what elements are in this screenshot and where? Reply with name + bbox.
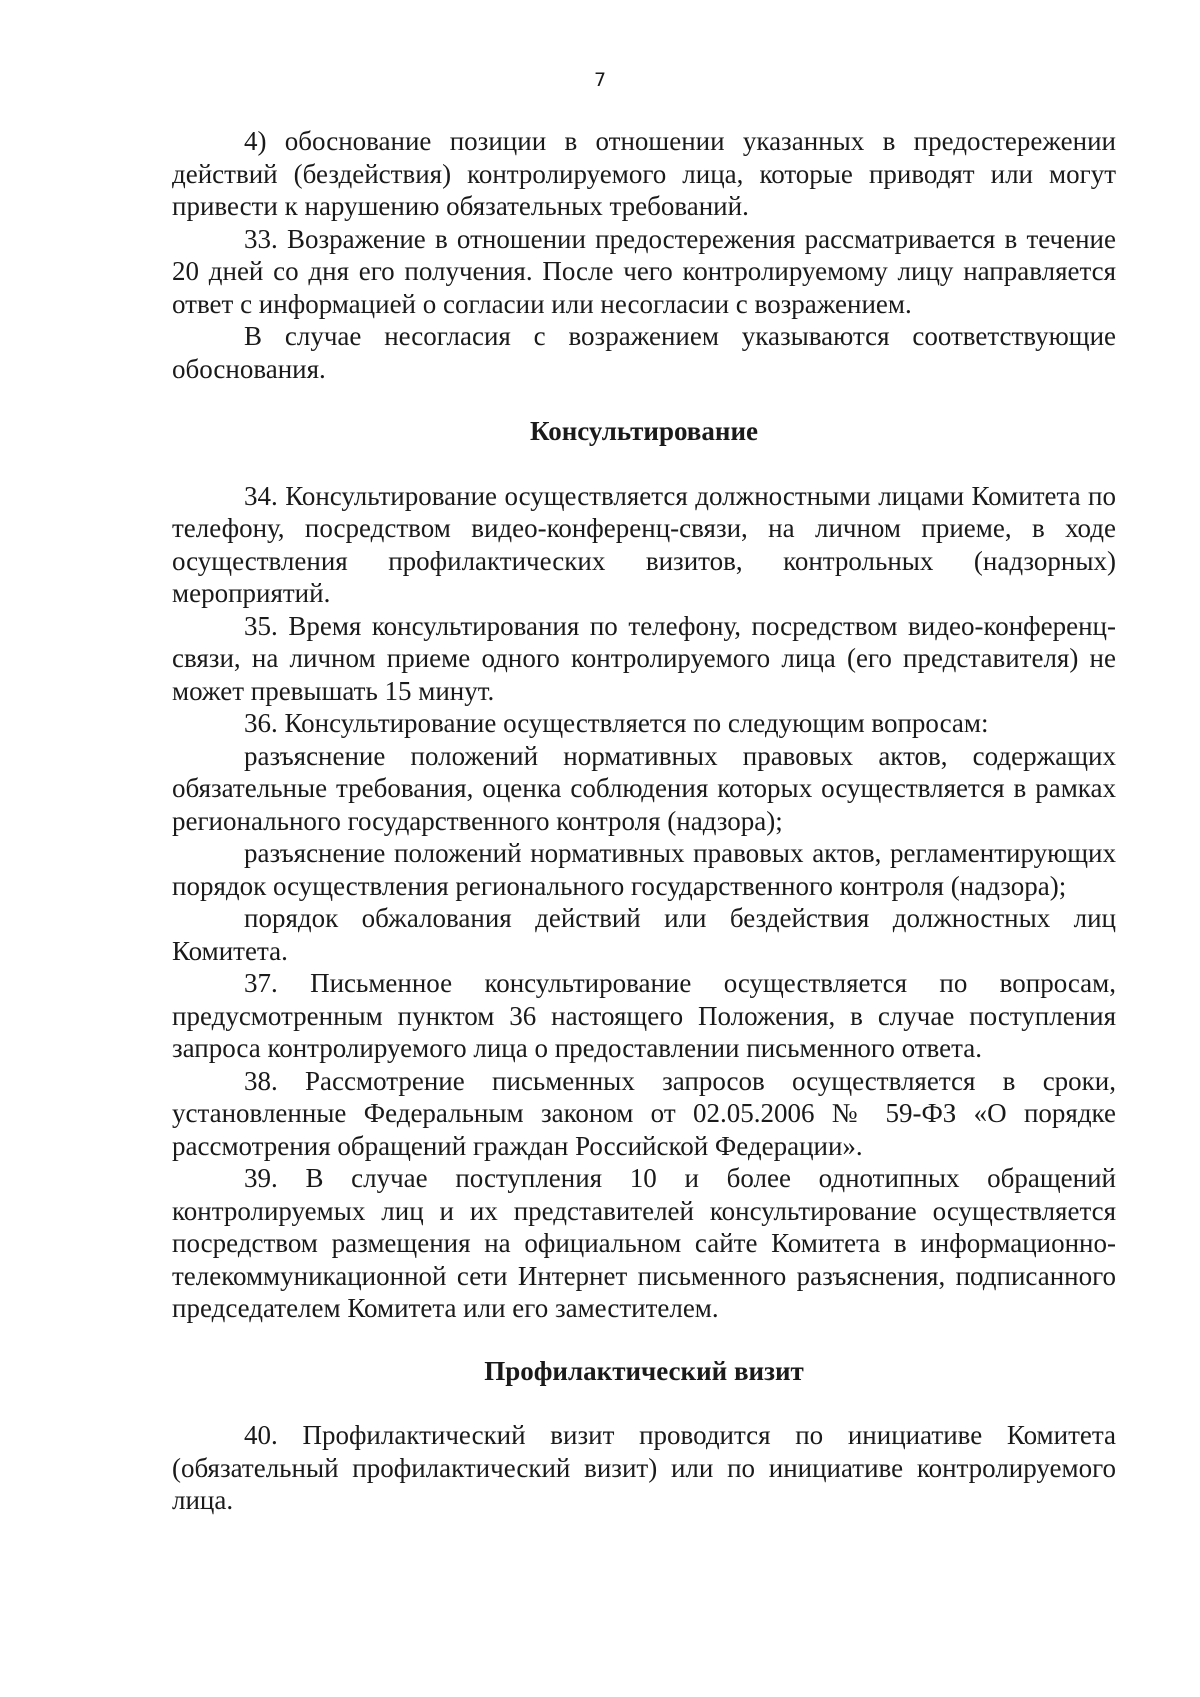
paragraph-36-item-1: разъяснение положений нормативных правовых актов, содержащих обязательные требования, оценка соблюдения которых осуществляется в рамках регионального государственного контроля (надзора); xyxy=(172,740,1116,836)
paragraph-38: 38. Рассмотрение письменных запросов осуществляется в сроки, установленные Федеральным законом от 02.05.2006 № 59-ФЗ «О порядке рассмотрения обращений граждан Российской Федерации». xyxy=(172,1065,1116,1161)
paragraph-35: 35. Время консультирования по телефону, посредством видео-конференц-связи, на личном приеме одного контролируемого лица (его представителя) не может превышать 15 минут. xyxy=(172,610,1116,706)
section-consulting-body xyxy=(172,480,1116,1325)
document-body xyxy=(172,125,1116,1517)
paragraph-36-item-3: порядок обжалования действий или бездействия должностных лиц Комитета. xyxy=(172,903,1116,966)
paragraph-36-item-2: разъяснение положений нормативных правовых актов, регламентирующих порядок осуществления регионального государственного контроля (надзора); xyxy=(172,838,1116,901)
section-heading-consulting: Консультирование xyxy=(530,416,758,446)
paragraph-34: 34. Консультирование осуществляется должностными лицами Комитета по телефону, посредством видео-конференц-связи, на личном приеме, в ходе осуществления профилактических визитов, контрольных (надзорных) мероприятий. xyxy=(172,480,1116,608)
paragraph-33-disagreement: В случае несогласия с возражением указываются соответствующие обоснования. xyxy=(172,321,1116,384)
page-number: 7 xyxy=(593,69,607,91)
paragraph-40: 40. Профилактический визит проводится по инициативе Комитета (обязательный профилактический визит) или по инициативе контролируемого лица. xyxy=(172,1420,1116,1515)
paragraph-33: 33. Возражение в отношении предостережения рассматривается в течение 20 дней со дня его получения. После чего контролируемому лицу направляется ответ с информацией о согласии или несогласии с возражением. xyxy=(172,223,1116,319)
section-heading-preventive-visit: Профилактический визит xyxy=(484,1355,804,1386)
paragraph-36: 36. Консультирование осуществляется по следующим вопросам: xyxy=(244,708,989,738)
section-visit-body xyxy=(172,1419,1116,1517)
paragraph-item-4: 4) обоснование позиции в отношении указанных в предостережении действий (бездействия) контролируемого лица, которые приводят или могут привести к нарушению обязательных требований. xyxy=(172,126,1116,221)
paragraph-37: 37. Письменное консультирование осуществляется по вопросам, предусмотренным пунктом 36 настоящего Положения, в случае поступления запроса контролируемого лица о предоставлении письменного ответа. xyxy=(172,968,1116,1063)
paragraph-39: 39. В случае поступления 10 и более однотипных обращений контролируемых лиц и их представителей консультирование осуществляется посредством размещения на официальном сайте Комитета в информационно-телекоммуникационной сети Интернет письменного разъяснения, подписанного председателем Комитета или его заместителем. xyxy=(172,1163,1116,1323)
